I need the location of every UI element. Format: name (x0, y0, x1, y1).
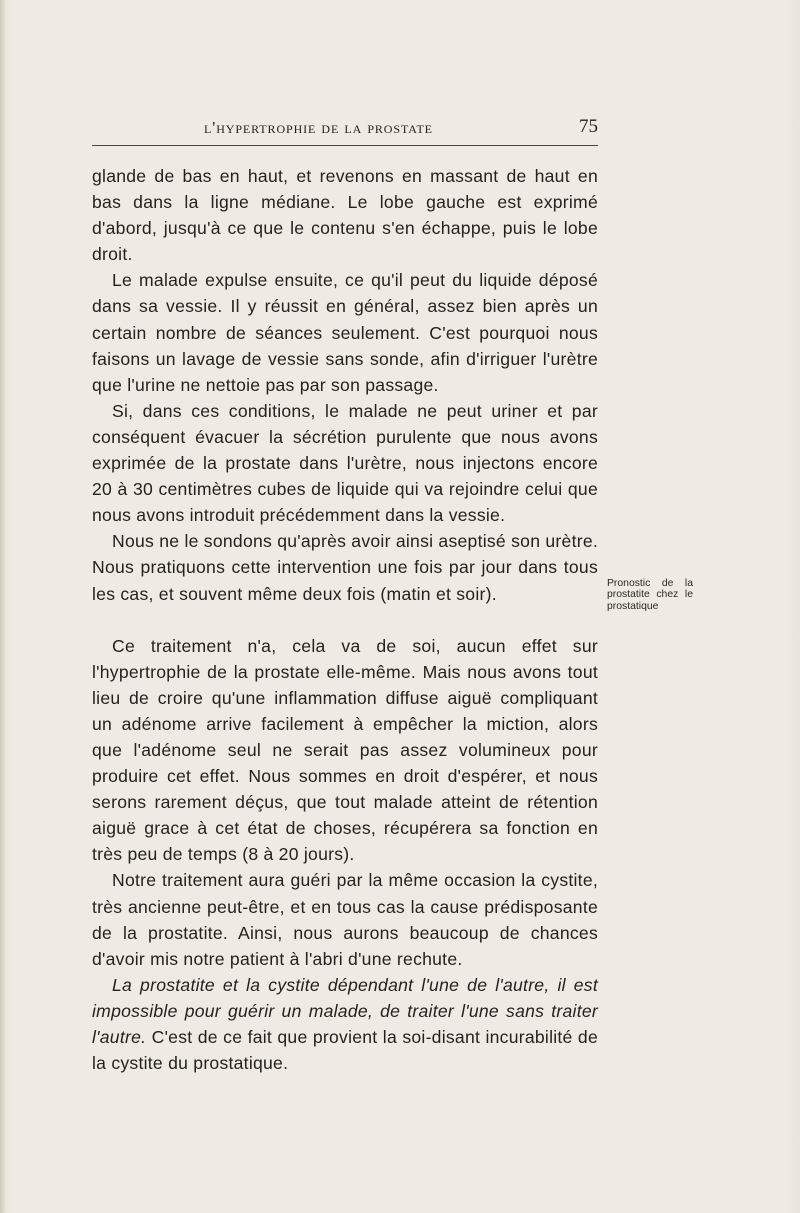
page-number: 75 (579, 116, 598, 137)
paragraph: Le malade expulse ensuite, ce qu'il peut du liquide déposé dans sa vessie. Il y réussit en général, assez bien après un certain nombre de séances seulement. C'est pourquoi nous faisons un lavage de vessie sans sonde, afin d'irriguer l'urètre que l'urine ne nettoie pas par son passage. (92, 270, 598, 395)
paragraph-conclusion (92, 972, 598, 1076)
running-title: l'hypertrophie de la prostate (204, 118, 433, 137)
page-gutter-shadow (0, 0, 6, 1213)
marginal-note: Pronostic de la prostatite chez le prostatique (607, 578, 693, 612)
page-header (92, 116, 598, 144)
paragraph: Notre traitement aura guéri par la même occasion la cystite, très ancienne peut-être, et en tous cas la cause prédisposante de la prostatite. Ainsi, nous aurons beaucoup de chances d'avoir mis notre patient à l'abri d'une rechute. (92, 870, 598, 969)
paragraph: Nous ne le sondons qu'après avoir ainsi aseptisé son urètre. Nous pratiquons cette intervention une fois par jour dans tous les cas, et souvent même deux fois (matin et soir). (92, 531, 598, 604)
paragraph: Si, dans ces conditions, le malade ne peut uriner et par conséquent évacuer la sécrétion purulente que nous avons exprimée de la prostate dans l'urètre, nous injectons encore 20 à 30 centimètres cubes de liquide qui va rejoindre celui que nous avons introduit précédemment dans la vessie. (92, 400, 598, 526)
paragraph: glande de bas en haut, et revenons en massant de haut en bas dans la ligne médiane. Le lobe gauche est exprimé d'abord, jusqu'à ce que le contenu s'en échappe, puis le lobe droit. (92, 166, 598, 265)
main-text (92, 163, 598, 1076)
italic-statement: La prostatite et la cystite dépendant l'une de l'autre, il est impossible pour guérir un malade, de traiter l'une sans traiter l'autre. (92, 974, 598, 1047)
header-rule (92, 145, 598, 146)
conclusion-text: C'est de ce fait que provient la soi-disant incurabilité de la cystite du prostatique. (92, 1027, 598, 1074)
paragraph: Ce traitement n'a, cela va de soi, aucun effet sur l'hypertrophie de la prostate elle-même. Mais nous avons tout lieu de croire qu'une inflammation diffuse aiguë compliquant un adénome arrive facilement à empêcher la miction, alors que l'adénome seul ne serait pas assez volumineux pour produire cet effet. Nous sommes en droit d'espérer, et nous serons rarement déçus, que tout malade atteint de rétention aiguë grace à cet état de choses, récupérera sa fonction en très peu de temps (8 à 20 jours). (92, 635, 598, 865)
